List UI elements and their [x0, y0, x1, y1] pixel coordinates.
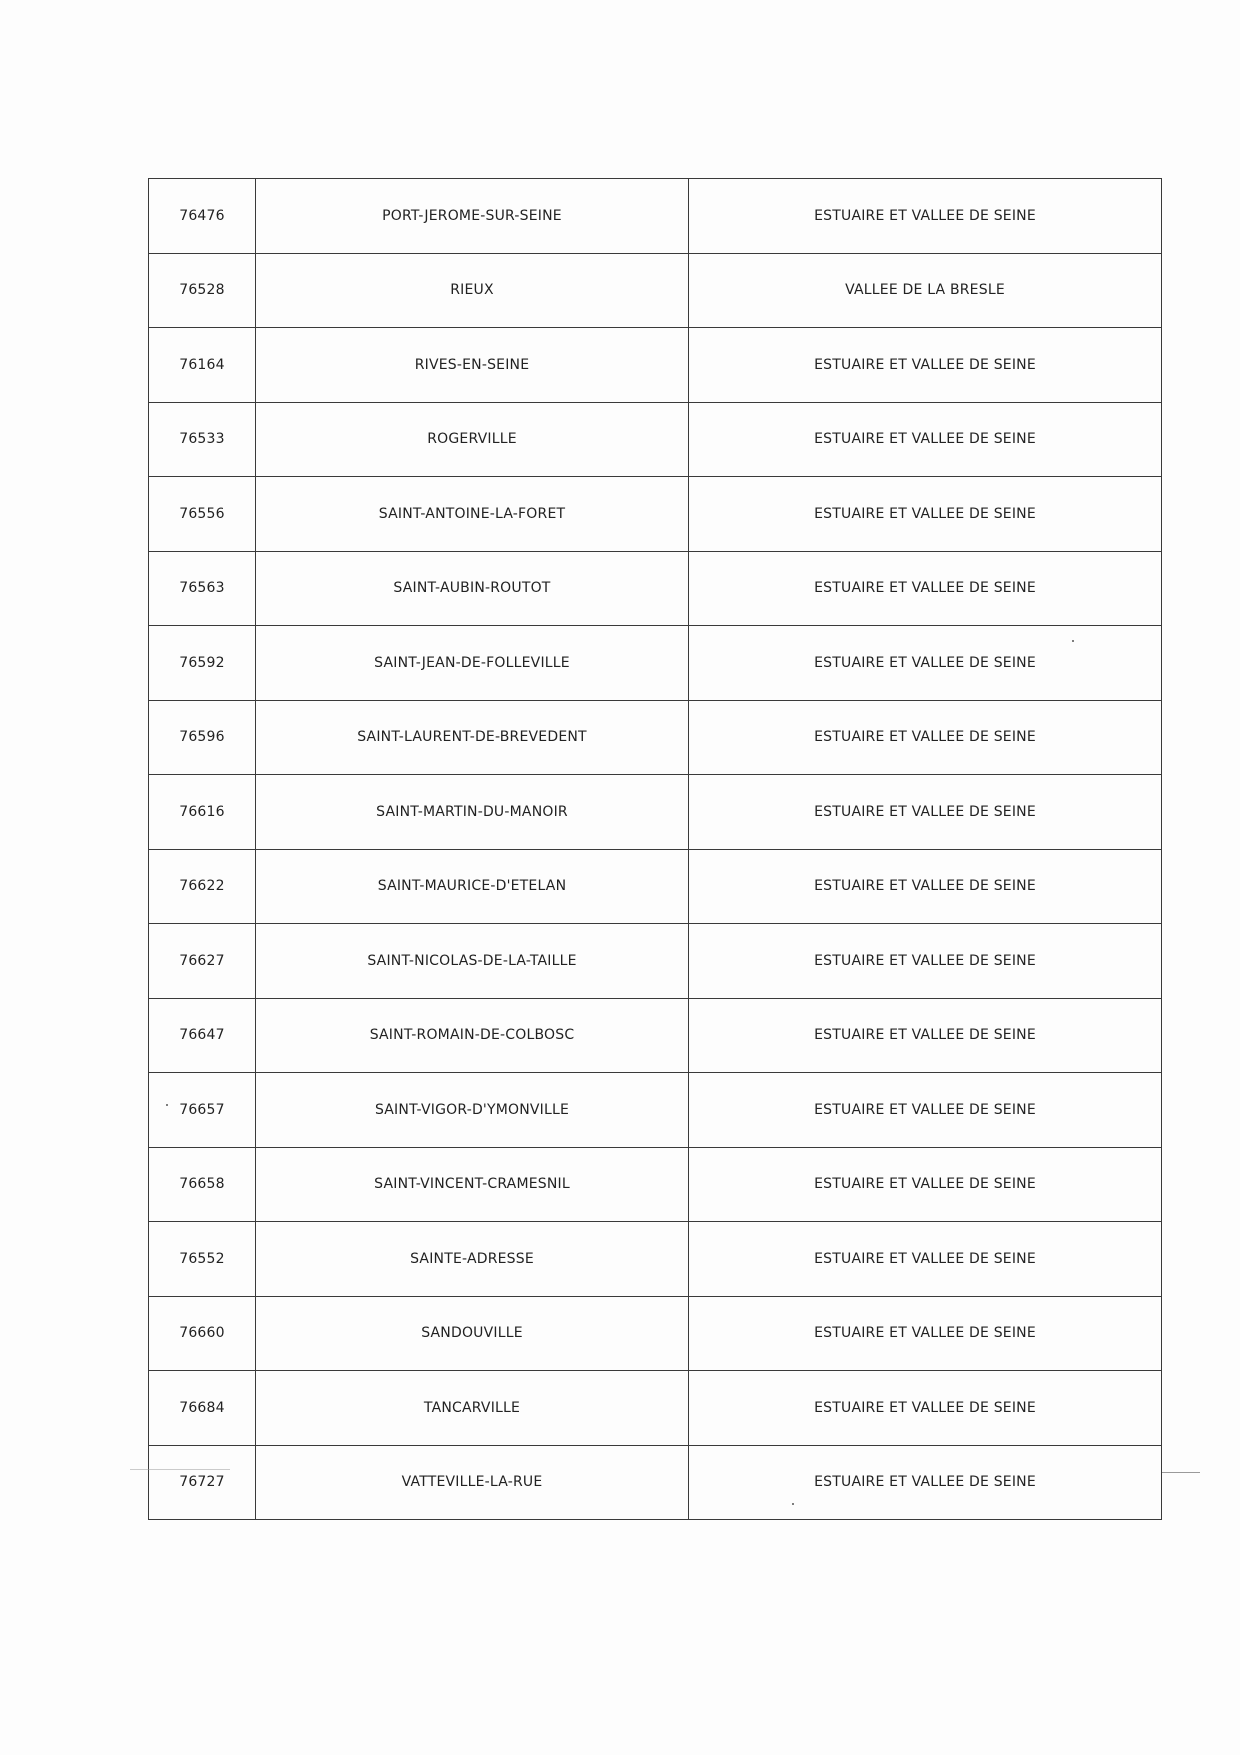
table-row: [149, 998, 1162, 1073]
zone-cell: ESTUAIRE ET VALLEE DE SEINE: [689, 1147, 1162, 1222]
commune-name-cell: PORT-JEROME-SUR-SEINE: [256, 179, 689, 254]
commune-name-cell: RIEUX: [256, 253, 689, 328]
commune-name-cell: SAINT-LAURENT-DE-BREVEDENT: [256, 700, 689, 775]
table-row: [149, 1371, 1162, 1446]
table-row: [149, 626, 1162, 701]
commune-name-cell: SAINT-AUBIN-ROUTOT: [256, 551, 689, 626]
table-row: [149, 402, 1162, 477]
commune-code-cell: 76616: [149, 775, 256, 850]
communes-table-body: [149, 179, 1162, 1520]
commune-code-cell: 76684: [149, 1371, 256, 1446]
commune-code-cell: 76556: [149, 477, 256, 552]
table-row: [149, 849, 1162, 924]
table-row: [149, 1147, 1162, 1222]
commune-code-cell: 76622: [149, 849, 256, 924]
table-row: [149, 924, 1162, 999]
commune-name-cell: SANDOUVILLE: [256, 1296, 689, 1371]
commune-code-cell: 76647: [149, 998, 256, 1073]
zone-cell: ESTUAIRE ET VALLEE DE SEINE: [689, 1371, 1162, 1446]
commune-name-cell: SAINT-ANTOINE-LA-FORET: [256, 477, 689, 552]
scan-line: [1162, 1472, 1200, 1473]
table-row: [149, 1296, 1162, 1371]
table-row: [149, 1222, 1162, 1297]
scan-speck: [792, 1503, 794, 1505]
table-row: [149, 253, 1162, 328]
commune-code-cell: 76476: [149, 179, 256, 254]
commune-name-cell: SAINT-VINCENT-CRAMESNIL: [256, 1147, 689, 1222]
commune-name-cell: SAINTE-ADRESSE: [256, 1222, 689, 1297]
commune-name-cell: VATTEVILLE-LA-RUE: [256, 1445, 689, 1520]
commune-name-cell: TANCARVILLE: [256, 1371, 689, 1446]
zone-cell: ESTUAIRE ET VALLEE DE SEINE: [689, 1222, 1162, 1297]
zone-cell: ESTUAIRE ET VALLEE DE SEINE: [689, 700, 1162, 775]
commune-code-cell: 76592: [149, 626, 256, 701]
scan-speck: [166, 1104, 168, 1106]
table-row: [149, 1445, 1162, 1520]
zone-cell: ESTUAIRE ET VALLEE DE SEINE: [689, 551, 1162, 626]
commune-name-cell: ROGERVILLE: [256, 402, 689, 477]
zone-cell: ESTUAIRE ET VALLEE DE SEINE: [689, 179, 1162, 254]
commune-code-cell: 76164: [149, 328, 256, 403]
communes-table: [148, 178, 1162, 1520]
commune-name-cell: RIVES-EN-SEINE: [256, 328, 689, 403]
commune-code-cell: 76596: [149, 700, 256, 775]
table-row: [149, 700, 1162, 775]
zone-cell: ESTUAIRE ET VALLEE DE SEINE: [689, 477, 1162, 552]
scan-speck: [1072, 640, 1074, 642]
commune-code-cell: 76660: [149, 1296, 256, 1371]
zone-cell: ESTUAIRE ET VALLEE DE SEINE: [689, 328, 1162, 403]
scan-line: [130, 1469, 230, 1470]
commune-code-cell: 76552: [149, 1222, 256, 1297]
commune-name-cell: SAINT-MAURICE-D'ETELAN: [256, 849, 689, 924]
commune-code-cell: 76563: [149, 551, 256, 626]
commune-name-cell: SAINT-MARTIN-DU-MANOIR: [256, 775, 689, 850]
commune-code-cell: 76657: [149, 1073, 256, 1148]
zone-cell: ESTUAIRE ET VALLEE DE SEINE: [689, 998, 1162, 1073]
commune-code-cell: 76533: [149, 402, 256, 477]
zone-cell: ESTUAIRE ET VALLEE DE SEINE: [689, 924, 1162, 999]
zone-cell: ESTUAIRE ET VALLEE DE SEINE: [689, 402, 1162, 477]
zone-cell: ESTUAIRE ET VALLEE DE SEINE: [689, 849, 1162, 924]
table-row: [149, 1073, 1162, 1148]
table-row: [149, 179, 1162, 254]
zone-cell: ESTUAIRE ET VALLEE DE SEINE: [689, 775, 1162, 850]
commune-name-cell: SAINT-NICOLAS-DE-LA-TAILLE: [256, 924, 689, 999]
commune-code-cell: 76727: [149, 1445, 256, 1520]
commune-name-cell: SAINT-ROMAIN-DE-COLBOSC: [256, 998, 689, 1073]
commune-code-cell: 76658: [149, 1147, 256, 1222]
zone-cell: ESTUAIRE ET VALLEE DE SEINE: [689, 1073, 1162, 1148]
commune-code-cell: 76528: [149, 253, 256, 328]
table-row: [149, 775, 1162, 850]
zone-cell: ESTUAIRE ET VALLEE DE SEINE: [689, 1296, 1162, 1371]
table-row: [149, 551, 1162, 626]
table-row: [149, 477, 1162, 552]
zone-cell: ESTUAIRE ET VALLEE DE SEINE: [689, 626, 1162, 701]
zone-cell: ESTUAIRE ET VALLEE DE SEINE: [689, 1445, 1162, 1520]
zone-cell: VALLEE DE LA BRESLE: [689, 253, 1162, 328]
commune-name-cell: SAINT-JEAN-DE-FOLLEVILLE: [256, 626, 689, 701]
table-row: [149, 328, 1162, 403]
commune-code-cell: 76627: [149, 924, 256, 999]
commune-name-cell: SAINT-VIGOR-D'YMONVILLE: [256, 1073, 689, 1148]
